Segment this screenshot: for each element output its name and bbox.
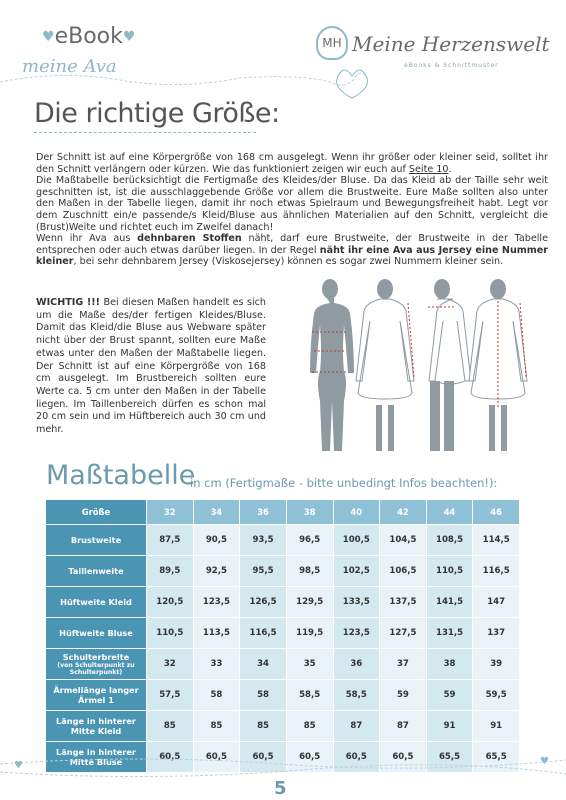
table-cell: 133,5 [334,587,381,618]
table-cell: 120,5 [147,587,194,618]
header-cell-size-label: Größe [46,500,147,525]
table-cell: 35 [287,649,334,680]
blouse-figure [428,279,471,451]
intro-paragraph-2: Die Maßtabelle berücksichtigt die Fertigmaße des Kleides/der Bluse. Da das Kleid ab der Taille sehr weit geschnitten ist, ist die ausschlaggebende Größe vor allem die Brustweite. Eure Maße sollten also unter den Maßen in der Tabelle liegen, damit ihr noch etwas Spielraum und Bewegungsfreiheit habt. Legt vor dem Zuschnitt ein/e passende/s Kleid/Bluse aus ähnlichen Materialien auf den Schnitt, vergleicht die (Brust)Weite und richtet euch im Zweifel danach! [36,175,548,233]
table-cell: 60,5 [334,742,381,773]
ebook-text: eBook [54,24,123,49]
table-cell: 87 [380,711,427,742]
table-cell: 39 [473,649,520,680]
dress-front-figure [356,279,414,451]
warning-label: WICHTIG !!! [36,297,101,308]
table-cell: 36 [334,649,381,680]
row-label [46,556,147,587]
table-cell: 91 [473,711,520,742]
brand-name: Meine Herzenswelt [352,32,550,56]
table-header-row [46,500,520,525]
row-label [46,587,147,618]
table-cell: 85 [147,711,194,742]
table-cell: 58,5 [287,680,334,711]
heart-icon: ♥ [14,760,23,771]
table-cell: 90,5 [194,525,241,556]
table-cell: 60,5 [287,742,334,773]
row-label [46,618,147,649]
table-cell: 116,5 [473,556,520,587]
table-cell: 137,5 [380,587,427,618]
row-label-note: (von Schulterpunkt zu Schulterpunkt) [57,662,135,676]
warning-text: WICHTIG !!! Bei diesen Maßen handelt es sich um die Maße des/der fertigen Kleides/Bluse. Damit das Kleid/die Bluse aus Webware später nicht über der Brust spannt, sollten eure Maße etwas unter den Maßen der Maßtabelle liegen. Der Schnitt ist auf eine Körpergröße von 168 cm ausgelegt. Im Brustbereich sollten eure Werte ca. 5 cm unter den Maßen in der Tabelle liegen. Im Taillenbereich dürfen es schon mal 20 cm sein und im Hüftbereich auch 30 cm und mehr. [36,297,266,436]
table-cell: 123,5 [194,587,241,618]
row-label-text: Taillenweite [68,566,124,576]
table-cell: 59 [380,680,427,711]
table-cell: 65,5 [473,742,520,773]
table-cell: 59 [427,680,474,711]
row-label-text: Hüftweite Bluse [59,628,133,638]
header-cell-size: 32 [147,500,194,525]
row-label [46,711,147,742]
page-number: 5 [274,778,287,799]
table-row [46,680,520,711]
table-cell: 100,5 [334,525,381,556]
table-cell: 129,5 [287,587,334,618]
header-cell-size: 34 [194,500,241,525]
table-row [46,556,520,587]
table-cell: 98,5 [287,556,334,587]
heart-icon: ♥ [122,29,136,45]
table-subtitle: in cm (Fertigmaße - bitte unbedingt Infos beachten!): [190,476,498,490]
row-label-text: Brustweite [70,535,122,545]
table-cell: 95,5 [240,556,287,587]
dress-back-figure [469,279,527,451]
table-cell: 110,5 [427,556,474,587]
header-cell-size: 46 [473,500,520,525]
table-row [46,649,520,680]
row-label-text: Länge in hinterer Mitte Bluse [56,747,136,767]
body-figure [310,279,354,451]
brand-logo-icon: MH [316,26,348,60]
table-cell: 93,5 [240,525,287,556]
row-label [46,649,147,680]
table-cell: 85 [240,711,287,742]
header-cell-size: 40 [334,500,381,525]
size-table-container [46,500,520,773]
ebook-subtitle: meine Ava [22,56,117,77]
measurement-figures [300,277,530,457]
table-cell: 91 [427,711,474,742]
table-cell: 126,5 [240,587,287,618]
heart-icon: ♥ [42,29,55,45]
header-cell-size: 38 [287,500,334,525]
table-cell: 92,5 [194,556,241,587]
table-cell: 104,5 [380,525,427,556]
table-cell: 123,5 [334,618,381,649]
row-label [46,525,147,556]
table-cell: 58 [194,680,241,711]
table-cell: 147 [473,587,520,618]
table-cell: 58,5 [334,680,381,711]
table-cell: 57,5 [147,680,194,711]
table-cell: 106,5 [380,556,427,587]
table-cell: 59,5 [473,680,520,711]
row-label [46,680,147,711]
table-cell: 60,5 [147,742,194,773]
heart-icon: ♥ [540,756,549,767]
table-cell: 60,5 [240,742,287,773]
page-link[interactable]: Seite 10 [408,163,449,175]
table-cell: 87 [334,711,381,742]
table-cell: 113,5 [194,618,241,649]
table-cell: 60,5 [380,742,427,773]
table-cell: 89,5 [147,556,194,587]
intro-paragraph-1: Der Schnitt ist auf eine Körpergröße von 168 cm ausgelegt. Wenn ihr größer oder kleiner seid, solltet ihr den Schnitt verlängern oder kürzen. Wie das funktioniert zeigen wir euch auf Seite 10. [36,152,548,175]
table-cell: 119,5 [287,618,334,649]
size-table [46,500,520,773]
intro-paragraph-3: Wenn ihr Ava aus dehnbaren Stoffen näht, darf eure Brustweite, der Brustweite in der Tabelle entsprechen oder auch etwas darüber liegen. In der Regel näht ihr eine Ava aus Jersey eine Nummer kleiner, bei sehr dehnbarem Jersey (Viskosejersey) können es sogar zwei Nummern kleiner sein. [36,233,549,268]
table-cell: 110,5 [147,618,194,649]
header-cell-size: 42 [380,500,427,525]
row-label-text: Hüftweite Kleid [60,597,132,607]
table-row [46,618,520,649]
header-cell-size: 44 [427,500,474,525]
table-cell: 131,5 [427,618,474,649]
intro-text [36,152,548,268]
table-title: Maßtabelle [46,460,196,491]
table-cell: 108,5 [427,525,474,556]
table-cell: 65,5 [427,742,474,773]
table-cell: 127,5 [380,618,427,649]
table-cell: 85 [194,711,241,742]
table-row [46,711,520,742]
title-underline [34,132,256,133]
page-title: Die richtige Größe: [34,98,280,129]
table-cell: 32 [147,649,194,680]
table-cell: 60,5 [194,742,241,773]
table-cell: 96,5 [287,525,334,556]
table-cell: 58 [240,680,287,711]
table-cell: 37 [380,649,427,680]
table-row [46,525,520,556]
table-cell: 102,5 [334,556,381,587]
row-label-text: Länge in hinterer Mitte Kleid [56,716,136,736]
header-cell-size: 36 [240,500,287,525]
table-cell: 116,5 [240,618,287,649]
table-cell: 85 [287,711,334,742]
ebook-label [42,24,135,49]
row-label-text: Ärmellänge langer Ärmel 1 [53,685,139,705]
table-cell: 34 [240,649,287,680]
table-cell: 38 [427,649,474,680]
table-cell: 33 [194,649,241,680]
table-cell: 141,5 [427,587,474,618]
table-cell: 137 [473,618,520,649]
brand-tagline: eBooks & Schnittmuster [404,62,499,69]
table-cell: 114,5 [473,525,520,556]
row-label-text: Schulterbreite [62,652,130,662]
table-row [46,587,520,618]
table-cell: 87,5 [147,525,194,556]
